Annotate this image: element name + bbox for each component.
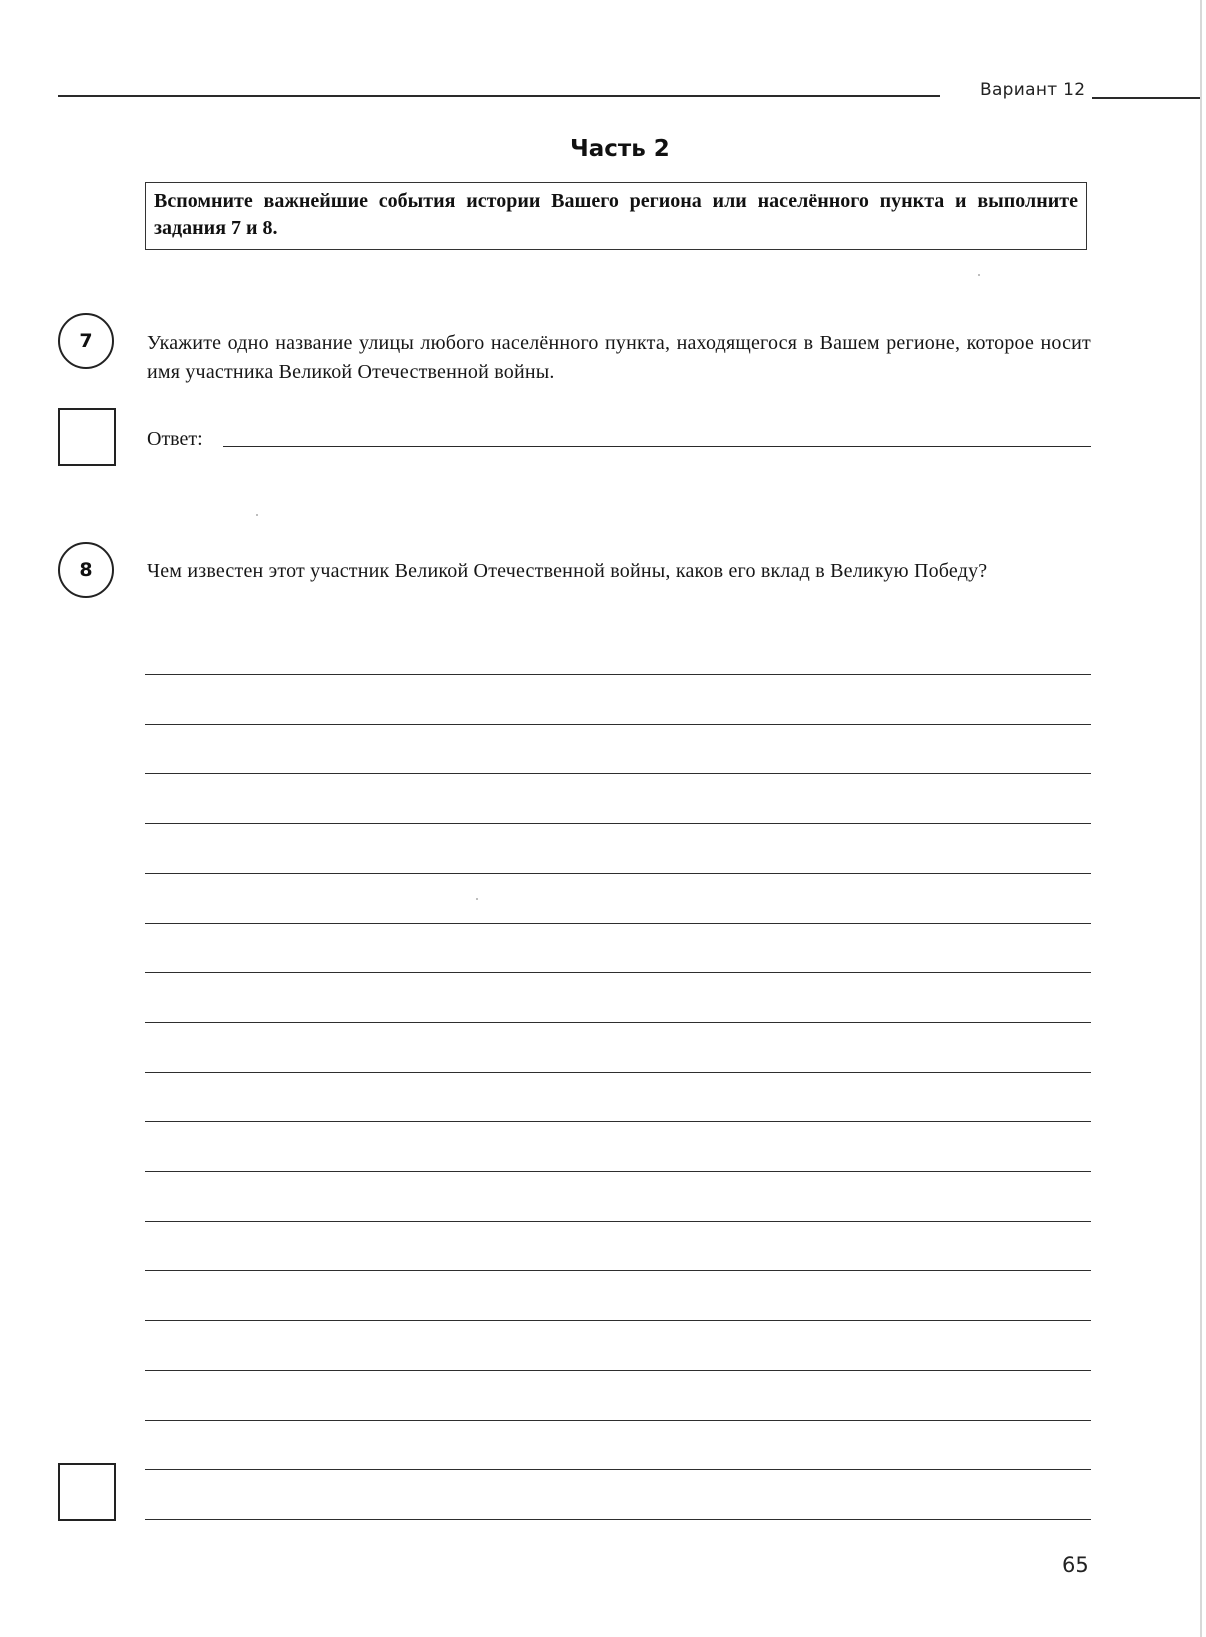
writing-line[interactable]	[145, 724, 1091, 725]
writing-line[interactable]	[145, 1469, 1091, 1470]
task-text: Чем известен этот участник Великой Отечественной войны, каков его вклад в Великую Победу?	[147, 560, 988, 582]
writing-line[interactable]	[145, 1519, 1091, 1520]
instruction-box: Вспомните важнейшие события истории Вашего региона или населённого пункта и выполните задания 7 и 8.	[145, 182, 1087, 250]
score-box[interactable]	[58, 408, 116, 466]
writing-line[interactable]	[145, 972, 1091, 973]
score-box[interactable]	[58, 1463, 116, 1521]
header-rule-right	[1092, 97, 1200, 99]
writing-line[interactable]	[145, 1171, 1091, 1172]
writing-line[interactable]	[145, 1270, 1091, 1271]
answer-label: Ответ:	[147, 428, 203, 450]
writing-line[interactable]	[145, 1320, 1091, 1321]
writing-line[interactable]	[145, 674, 1091, 675]
scan-speck	[256, 514, 258, 516]
scan-edge	[1200, 0, 1202, 1637]
writing-line[interactable]	[145, 1022, 1091, 1023]
variant-label: Вариант 12	[980, 80, 1086, 100]
task-number-circle: 8	[58, 542, 114, 598]
writing-line[interactable]	[145, 1370, 1091, 1371]
writing-line[interactable]	[145, 1072, 1091, 1073]
writing-line[interactable]	[145, 823, 1091, 824]
writing-line[interactable]	[145, 923, 1091, 924]
writing-line[interactable]	[145, 1221, 1091, 1222]
writing-line[interactable]	[145, 773, 1091, 774]
task-number-circle: 7	[58, 313, 114, 369]
scan-speck	[476, 898, 478, 900]
header-rule	[58, 95, 940, 97]
answer-line[interactable]	[223, 446, 1091, 447]
writing-line[interactable]	[145, 873, 1091, 874]
writing-line[interactable]	[145, 1121, 1091, 1122]
task-text: Укажите одно название улицы любого населённого пункта, находящегося в Вашем регионе, которое носит имя участника Великой Отечественной войны.	[147, 332, 1091, 383]
scan-speck	[978, 274, 980, 276]
page-number: 65	[1062, 1553, 1089, 1577]
answer-row	[147, 424, 1091, 454]
part-title: Часть 2	[570, 136, 670, 162]
writing-line[interactable]	[145, 1420, 1091, 1421]
